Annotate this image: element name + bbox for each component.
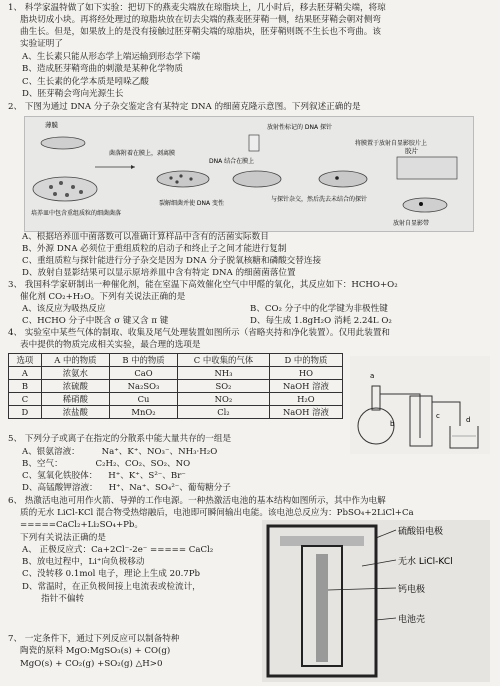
table-cell: H₂O <box>269 393 342 406</box>
q1-option-c: C、生长素的化学本质是吲哚乙酸 <box>22 77 149 87</box>
q5-option-a: A、银氨溶液： Na⁺、K⁺、NO₃⁻、NH₃·H₂O <box>22 447 218 457</box>
q6-option-c: C、没转移 0.1mol 电子，理论上生成 20.7Pb <box>22 569 201 579</box>
q1-line-3: 曲生长。但是，如果放上的是没有接触过胚芽鞘尖端的琼脂块，胚芽鞘则既不生长也不弯曲。该 <box>20 27 381 37</box>
q4-table <box>8 353 343 419</box>
table-cell: NO₂ <box>178 393 270 406</box>
battery-figure <box>262 520 490 682</box>
battery-diagram <box>262 520 490 682</box>
table-cell: 浓硫酸 <box>41 380 109 393</box>
q5-stem: 5、 下列分子或离子在指定的分散系中能大量共存的一组是 <box>8 434 232 444</box>
table-cell: Na₂SO₃ <box>109 380 177 393</box>
gas-apparatus-figure <box>350 356 490 454</box>
table-header-cell: D 中的物质 <box>269 354 342 367</box>
table-header-cell: A 中的物质 <box>41 354 109 367</box>
table-cell: HO <box>269 367 342 380</box>
table-cell: NaOH 溶液 <box>269 380 342 393</box>
fig-label-b: b <box>390 420 395 428</box>
table-row <box>9 406 343 419</box>
q6-line-3: =====CaCl₂+Li₂SO₄+Pb。 <box>20 520 144 530</box>
q3-option-b: B、CO₂ 分子中的化学键为非极性键 <box>250 304 388 314</box>
q4-line-1: 4、 实验室中某些气体的制取、收集及尾气处理装置如图所示（省略夹持和净化装置）。仅用此装置和 <box>8 328 391 338</box>
q7-line-1: 7、 一定条件下，通过下列反应可以制备特种 <box>8 634 180 644</box>
q1-line-4: 实验证明了 <box>20 39 63 49</box>
q1-option-d: D、胚芽鞘会弯向光源生长 <box>22 89 124 99</box>
fig-label-a: a <box>370 372 375 380</box>
fig-label-press: 菌落附着在膜上，剥离膜 <box>109 150 176 157</box>
table-cell: 稀硝酸 <box>41 393 109 406</box>
q6-line-4: 下列有关说法正确的是 <box>20 533 106 543</box>
q6-option-d-cont: 指针不偏转 <box>22 594 85 604</box>
q7-line-2: 陶瓷的原料 MgO:MgSO₃(s) + CO(g) <box>20 646 171 656</box>
fig-label-d: d <box>466 416 471 424</box>
q2-option-c: C、重组质粒与探针能进行分子杂交是因为 DNA 分子脱氧核糖和磷酸交替连接 <box>22 256 322 266</box>
fig-label-culture: 培养皿中包含重组质粒的细菌菌落 <box>31 210 122 217</box>
q3-line-2: 催化剂 CO₂+H₂O。下列有关说法正确的是 <box>20 292 186 302</box>
dna-hybridization-diagram <box>25 117 473 231</box>
fig-label-shell: 电池壳 <box>398 615 426 625</box>
q6-option-b: B、放电过程中，Li⁺向负极移动 <box>22 557 145 567</box>
table-cell: Cl₂ <box>178 406 270 419</box>
fig-label-lyse: 裂解细菌并使 DNA 变性 <box>159 200 225 207</box>
q6-line-2: 质的无水 LiCl-KCl 混合物受热熔融后，电池即可瞬间输出电能。该电池总反应为：PbSO₄+2LiCl+Ca <box>20 508 414 518</box>
table-cell: D <box>9 406 42 419</box>
q1-option-a: A、生长素只能从形态学上端运输到形态学下端 <box>22 52 201 62</box>
q5-option-d: D、高锰酸钾溶液： H⁺、Na⁺、SO₄²⁻、葡萄糖分子 <box>22 483 231 493</box>
fig-label-negative: 胶片 <box>405 147 418 155</box>
q4-line-2: 表中提供的物质完成相关实验，最合理的选项是 <box>20 340 201 350</box>
q1-line-1: 1、 科学家温特做了如下实验：把切下的燕麦尖端放在琼脂块上，几小时后，移去胚芽鞘尖端，将琼 <box>8 3 386 13</box>
q1-option-b: B、造成胚芽鞘弯曲的刺激是某种化学物质 <box>22 64 184 74</box>
q3-option-a: A、该反应为吸热反应 <box>22 304 106 314</box>
dna-hybridization-figure <box>24 116 474 232</box>
fig-label-spot: 放射自显影带 <box>393 220 430 227</box>
table-cell: 浓盐酸 <box>41 406 109 419</box>
q3-option-c: C、HCHO 分子中既含 σ 键又含 π 键 <box>22 316 169 326</box>
table-header-row <box>9 354 343 367</box>
fig-label-c: c <box>436 412 440 420</box>
table-row <box>9 393 343 406</box>
table-cell: 浓氨水 <box>41 367 109 380</box>
q3-option-d: D、每生成 1.8gH₂O 消耗 2.24L O₂ <box>250 316 392 326</box>
q2-option-d: D、放射自显影结果可以显示原培养皿中含有特定 DNA 的细菌菌落位置 <box>22 268 296 278</box>
table-cell: C <box>9 393 42 406</box>
fig-label-pbso4: 硫酸铅电极 <box>398 527 444 537</box>
table-cell: NaOH 溶液 <box>269 406 342 419</box>
fig-label-hybrid: 与探针杂交，然后洗去未结合的探针 <box>271 196 368 203</box>
table-header-cell: 选项 <box>9 354 42 367</box>
q1-line-2: 脂块切成小块。再将经处理过的琼脂块放在切去尖端的燕麦胚芽鞘一侧，结果胚芽鞘会朝对侧弯 <box>20 15 381 25</box>
table-cell: NH₃ <box>178 367 270 380</box>
q6-option-d: D、常温时，在正负极间接上电流表或检流计， <box>22 582 201 592</box>
table-header-cell: B 中的物质 <box>109 354 177 367</box>
table-cell: A <box>9 367 42 380</box>
q3-line-1: 3、 我国科学家研制出一种催化剂，能在室温下高效催化空气中甲醛的氧化，其反应如下：HCHO+O₂ <box>8 280 398 290</box>
fig-label-probe: 放射性标记的 DNA 探针 <box>267 124 333 131</box>
table-cell: SO₂ <box>178 380 270 393</box>
fig-label-xray: 将膜置于放射自显影胶片上 <box>355 140 428 147</box>
table-header-cell: C 中收集的气体 <box>178 354 270 367</box>
q5-option-c: C、氢氧化铁胶体： H⁺、K⁺、S²⁻、Br⁻ <box>22 471 186 481</box>
q2-option-b: B、外源 DNA 必须位于重组质粒的启动子和终止子之间才能进行复制 <box>22 244 287 254</box>
table-row <box>9 380 343 393</box>
fig-label-dna-bind: DNA 结合在膜上 <box>209 158 255 165</box>
q7-line-3: MgO(s) + CO₂(g) +SO₂(g) △H>0 <box>20 659 163 669</box>
fig-label-ca: 钙电极 <box>398 585 426 595</box>
gas-apparatus-diagram <box>350 356 490 454</box>
table-row <box>9 367 343 380</box>
table-cell: B <box>9 380 42 393</box>
table-cell: CaO <box>109 367 177 380</box>
q5-option-b: B、空气： C₂H₂、CO₂、SO₂、NO <box>22 459 191 469</box>
table-cell: Cu <box>109 393 177 406</box>
fig-label-licl: 无水 LiCl-KCl <box>398 557 453 567</box>
q6-option-a: A、 正极反应式：Ca+2Cl⁻-2e⁻ ===== CaCl₂ <box>22 545 214 555</box>
q2-stem: 2、 下图为通过 DNA 分子杂交鉴定含有某特定 DNA 的细菌克隆示意图。下列叙述正确的是 <box>8 102 361 112</box>
q6-line-1: 6、 热激活电池可用作火箭、导弹的工作电源。一种热激活电池的基本结构如图所示，其中作为电解 <box>8 496 386 506</box>
q2-option-a: A、根据培养皿中菌落数可以准确计算样品中含有的活菌实际数目 <box>22 232 269 242</box>
fig-label-film: 薄膜 <box>45 121 58 129</box>
table-cell: MnO₂ <box>109 406 177 419</box>
